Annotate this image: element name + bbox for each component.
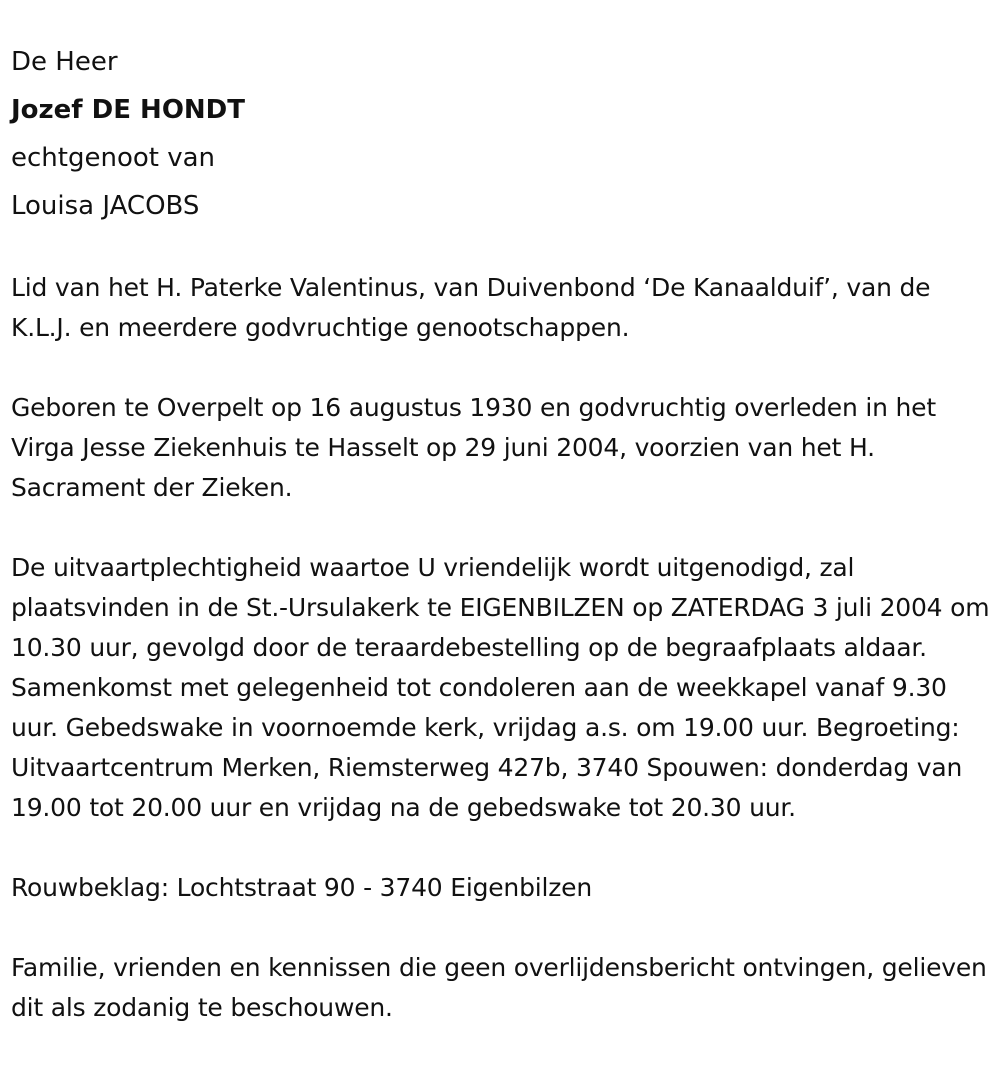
salutation: De Heer	[11, 47, 118, 77]
condolence-address: Rouwbeklag: Lochtstraat 90 - 3740 Eigenbilzen	[11, 873, 592, 902]
closing-paragraph: Familie, vrienden en kennissen die geen overlijdensbericht ontvingen, gelieven dit als zodanig te beschouwen.	[11, 953, 987, 1022]
relation-label: echtgenoot van	[11, 143, 216, 173]
spacer	[11, 230, 990, 268]
spouse-name: Louisa JACOBS	[11, 191, 200, 221]
spacer	[11, 908, 990, 948]
spacer	[11, 348, 990, 388]
spacer	[11, 508, 990, 548]
funeral-details-paragraph: De uitvaartplechtigheid waartoe U vriendelijk wordt uitgenodigd, zal plaatsvinden in de St.-Ursulakerk te EIGENBILZEN op ZATERDAG 3 juli 2004 om 10.30 uur, gevolgd door de teraardebestelling op de begraafplaats aldaar. Samenkomst met gelegenheid tot condoleren aan de weekkapel vanaf 9.30 uur. Gebedswake in voornoemde kerk, vrijdag a.s. om 19.00 uur. Begroeting: Uitvaartcentrum Merken, Riemsterweg 427b, 3740 Spouwen: donderdag van 19.00 tot 20.00 uur en vrijdag na de gebedswake tot 20.30 uur.	[11, 553, 990, 822]
deceased-name: Jozef DE HONDT	[11, 95, 245, 125]
memberships-paragraph: Lid van het H. Paterke Valentinus, van Duivenbond ‘De Kanaalduif’, van de K.L.J. en meerdere godvruchtige genootschappen.	[11, 273, 931, 342]
birth-death-paragraph: Geboren te Overpelt op 16 augustus 1930 en godvruchtig overleden in het Virga Jesse Ziekenhuis te Hasselt op 29 juni 2004, voorzien van het H. Sacrament der Zieken.	[11, 393, 936, 502]
spacer	[11, 828, 990, 868]
